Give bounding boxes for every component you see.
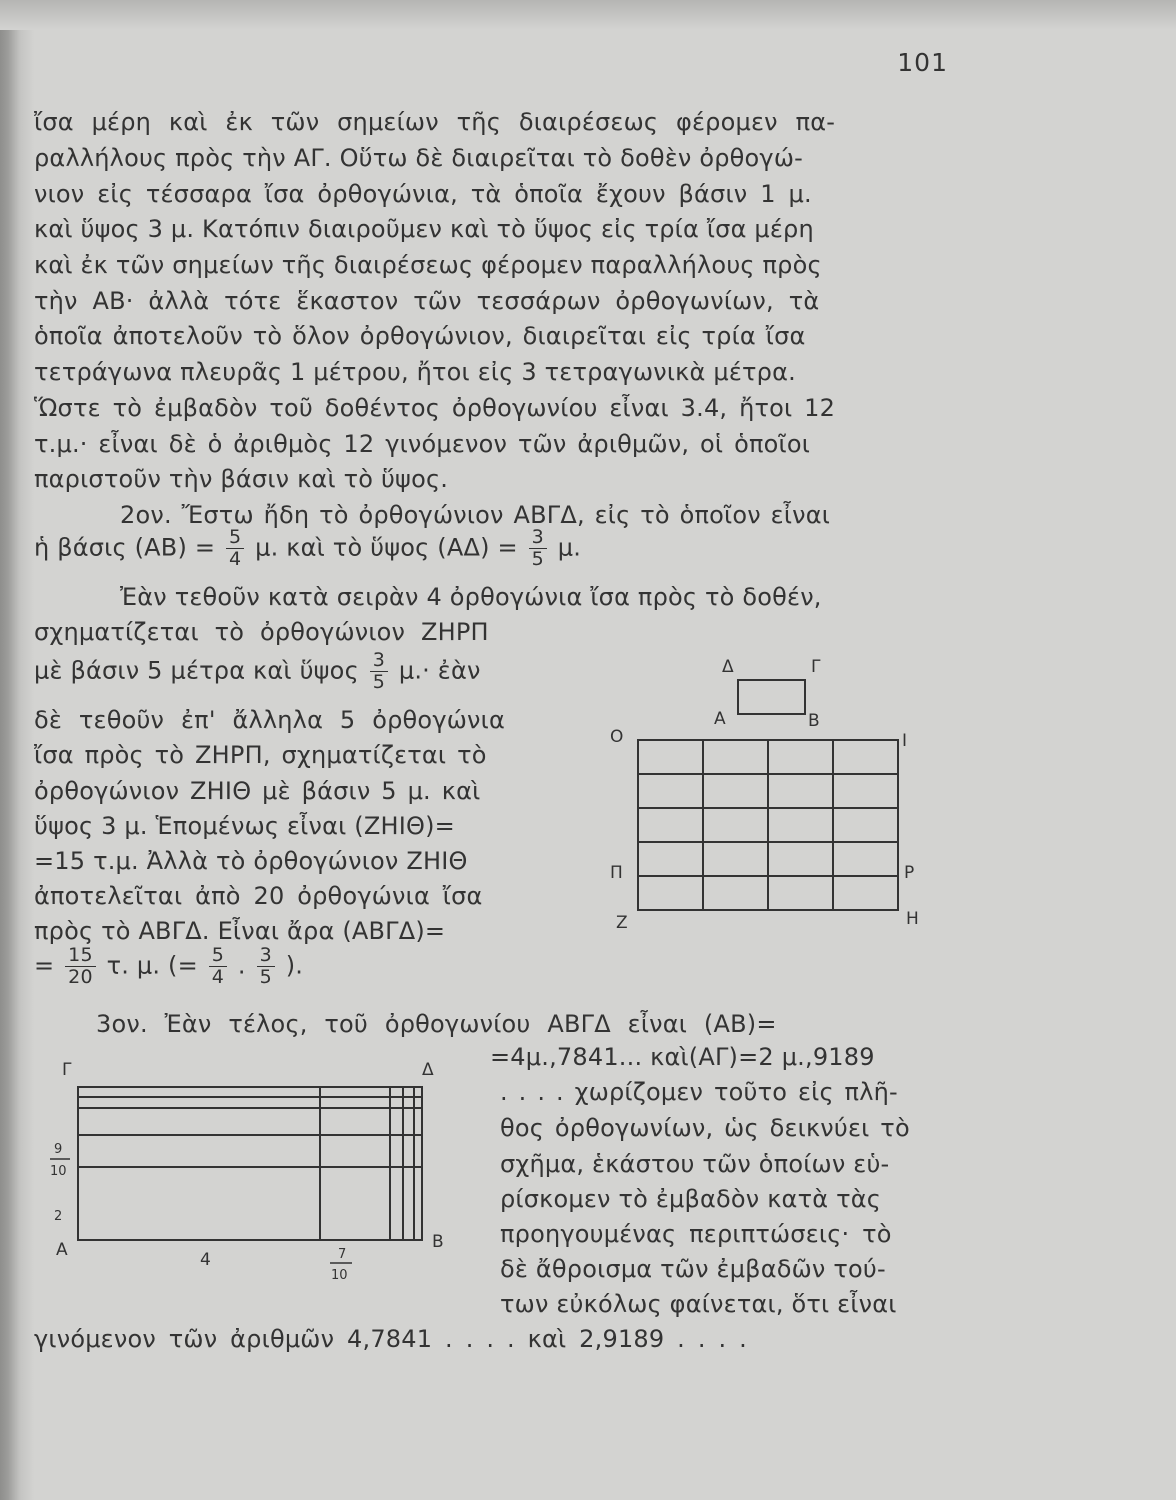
label-base-segment: 4	[200, 1250, 211, 1270]
fraction	[65, 945, 96, 988]
rectangle-subdivisions	[78, 1087, 422, 1240]
fraction-numerator: 5	[226, 527, 244, 549]
text-line: πρὸς τὸ ΑΒΓΔ. Εἶναι ἄρα (ΑΒΓΔ)=	[34, 917, 446, 945]
fraction-denominator: 5	[259, 966, 272, 988]
fraction	[226, 527, 244, 570]
label-pi: Π	[610, 863, 623, 883]
text-line: . . . . χωρίζομεν τοῦτο εἰς πλῆ-	[500, 1078, 898, 1106]
page-number: 101	[897, 48, 948, 77]
text-line: των εὐκόλως φαίνεται, ὅτι εἶναι	[500, 1290, 897, 1318]
text-line: Ἐὰν τεθοῦν κατὰ σειρὰν 4 ὀρθογώνια ἴσα πρὸς τὸ δοθέν,	[120, 583, 822, 611]
text-line-with-fractions	[34, 650, 481, 693]
text-line: ἀποτελεῖται ἀπὸ 20 ὀρθογώνια ἴσα	[34, 882, 483, 910]
text-line: προηγουμένας περιπτώσεις· τὸ	[500, 1220, 892, 1248]
text-line: 2ον. Ἔστω ἤδη τὸ ὀρθογώνιον ΑΒΓΔ, εἰς τὸ ὁποῖον εἶναι	[120, 501, 831, 529]
text-segment: ἡ βάσις (ΑΒ) =	[34, 533, 216, 562]
text-line: καὶ ὕψος 3 μ. Κατόπιν διαιροῦμεν καὶ τὸ ὕψος εἰς τρία ἴσα μέρη	[34, 215, 814, 243]
fraction-numerator: 3	[370, 650, 388, 672]
text-segment: τ. μ. (=	[106, 951, 198, 980]
text-line-with-fractions	[34, 527, 581, 570]
text-line: νιον εἰς τέσσαρα ἴσα ὀρθογώνια, τὰ ὁποῖα ἔχουν βάσιν 1 μ.	[34, 180, 812, 208]
page-binding-shadow	[0, 0, 34, 1500]
label-beta: Β	[808, 711, 820, 731]
text-line: ρίσκομεν τὸ ἐμβαδὸν κατὰ τὰς	[500, 1185, 882, 1213]
figure-rectangle-subdivided	[40, 1055, 480, 1295]
text-line: τὴν ΑΒ· ἀλλὰ τότε ἕκαστον τῶν τεσσάρων ὀρθογωνίων, τὰ	[34, 287, 820, 315]
fraction-denominator: 4	[229, 548, 242, 570]
fraction-numerator: 3	[529, 527, 547, 549]
label-iota: Ι	[902, 731, 908, 751]
text-line: σχῆμα, ἑκάστου τῶν ὁποίων εὑ-	[500, 1150, 890, 1178]
page-top-shadow	[0, 0, 1176, 30]
text-line: ραλλήλους πρὸς τὴν ΑΓ. Οὕτω δὲ διαιρεῖται τὸ δοθὲν ὀρθογώ-	[34, 144, 803, 172]
fraction-numerator: 5	[209, 945, 227, 967]
fraction-denominator: 10	[331, 1268, 348, 1283]
label-beta: Β	[432, 1232, 444, 1252]
fraction	[370, 650, 388, 693]
fraction-denominator: 5	[372, 671, 385, 693]
text-segment: μ.	[557, 533, 582, 562]
text-segment: ).	[285, 951, 304, 980]
text-line-with-fractions	[34, 945, 303, 988]
label-omicron: Ο	[610, 727, 624, 747]
fraction-numerator: 3	[257, 945, 275, 967]
text-line: σχηματίζεται τὸ ὀρθογώνιον ΖΗΡΠ	[34, 618, 489, 646]
text-line: γινόμενον τῶν ἀριθμῶν 4,7841 . . . . καὶ 2,9189 . . . .	[34, 1325, 747, 1353]
label-alpha: Α	[56, 1240, 68, 1260]
text-line: =15 τ.μ. Ἀλλὰ τὸ ὀρθογώνιον ΖΗΙΘ	[34, 847, 468, 875]
label-alpha: Α	[714, 709, 726, 729]
fraction-denominator: 4	[211, 966, 225, 988]
label-rho: Ρ	[904, 863, 915, 883]
text-line: 3ον. Ἐὰν τέλος, τοῦ ὀρθογωνίου ΑΒΓΔ εἶναι (ΑΒ)=	[96, 1010, 777, 1038]
text-line: Ὥστε τὸ ἐμβαδὸν τοῦ δοθέντος ὀρθογωνίου εἶναι 3.4, ἤτοι 12	[34, 394, 836, 422]
text-segment: μ. καὶ τὸ ὕψος (ΑΔ) =	[255, 533, 518, 562]
text-line: ἴσα πρὸς τὸ ΖΗΡΠ, σχηματίζεται τὸ	[34, 741, 487, 769]
text-line: δὲ ἄθροισμα τῶν ἐμβαδῶν τού-	[500, 1255, 886, 1283]
label-height-segment: 2	[54, 1209, 63, 1224]
text-segment: μ.· ἐὰν	[398, 656, 481, 685]
label-delta: Δ	[722, 657, 734, 677]
fraction-denominator: 10	[50, 1164, 67, 1179]
fraction-numerator: 9	[54, 1142, 63, 1157]
label-delta: Δ	[422, 1060, 434, 1080]
text-segment: μὲ βάσιν 5 μέτρα καὶ ὕψος	[34, 656, 359, 685]
fraction-denominator: 20	[68, 966, 93, 988]
text-line: δὲ τεθοῦν ἐπ' ἄλληλα 5 ὀρθογώνια	[34, 706, 505, 734]
fraction	[209, 945, 227, 988]
text-line: =4μ.,7841... καὶ(ΑΓ)=2 μ.,9189	[490, 1043, 875, 1071]
fraction	[529, 527, 547, 570]
fraction-numerator: 15	[65, 945, 96, 967]
label-zeta: Ζ	[616, 913, 628, 933]
fraction-numerator: 7	[338, 1247, 347, 1262]
text-segment: .	[237, 951, 246, 980]
text-line: τετράγωνα πλευρᾶς 1 μέτρου, ἤτοι εἰς 3 τετραγωνικὰ μέτρα.	[34, 358, 796, 386]
rectangle-abgd	[738, 680, 805, 714]
text-line: ὕψος 3 μ. Ἑπομένως εἶναι (ΖΗΙΘ)=	[34, 812, 455, 840]
text-line: παριστοῦν τὴν βάσιν καὶ τὸ ὕψος.	[34, 465, 449, 493]
label-gamma: Γ	[62, 1060, 72, 1080]
text-line: ἴσα μέρη καὶ ἐκ τῶν σημείων τῆς διαιρέσεως φέρομεν πα-	[34, 108, 836, 136]
grid-zhith	[638, 740, 898, 910]
text-line: καὶ ἐκ τῶν σημείων τῆς διαιρέσεως φέρομεν παραλλήλους πρὸς	[34, 251, 822, 279]
fraction	[257, 945, 275, 988]
text-segment: =	[34, 951, 55, 980]
fraction-denominator: 5	[531, 548, 544, 570]
label-gamma: Γ	[811, 657, 821, 677]
text-line: ὁποῖα ἀποτελοῦν τὸ ὅλον ὀρθογώνιον, διαιρεῖται εἰς τρία ἴσα	[34, 322, 806, 350]
label-eta: Η	[906, 909, 919, 929]
text-line: ὀρθογώνιον ΖΗΙΘ μὲ βάσιν 5 μ. καὶ	[34, 777, 481, 805]
text-line: τ.μ.· εἶναι δὲ ὁ ἀριθμὸς 12 γινόμενον τῶν ἀριθμῶν, οἱ ὁποῖοι	[34, 430, 811, 458]
figure-rectangle-grid	[600, 650, 930, 940]
text-line: θος ὀρθογωνίων, ὡς δεικνύει τὸ	[500, 1114, 910, 1142]
